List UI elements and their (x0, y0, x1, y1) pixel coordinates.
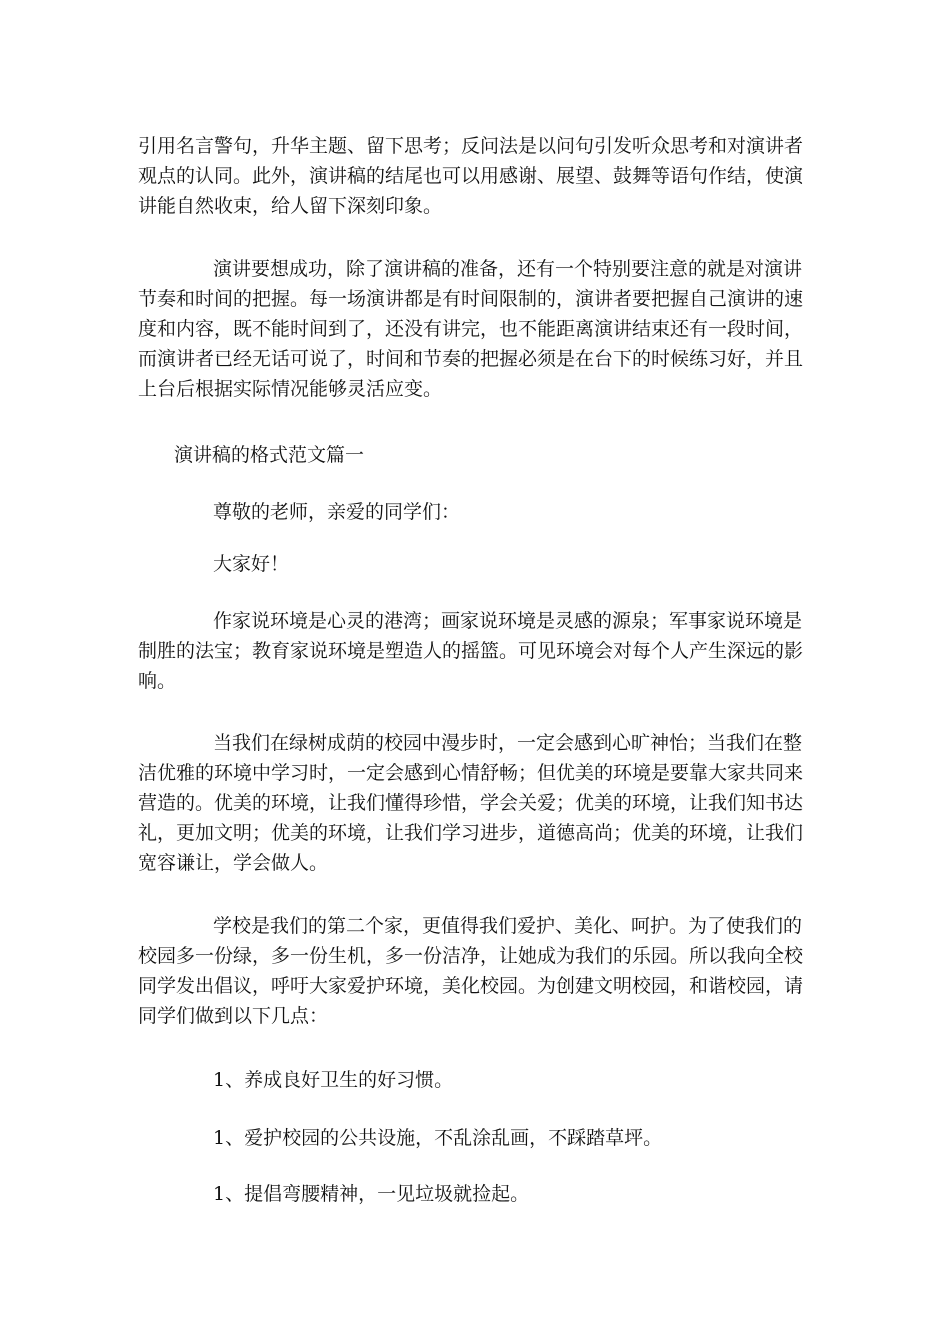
list-item-text: 1、提倡弯腰精神，一见垃圾就捡起。 (213, 1183, 530, 1205)
salutation (138, 497, 810, 527)
text-line: 礼，更加文明；优美的环境，让我们学习进步，道德高尚；优美的环境，让我们 (138, 822, 804, 844)
text-line: 讲能自然收束，给人留下深刻印象。 (138, 195, 443, 217)
list-item (138, 1179, 810, 1209)
text-line: 引用名言警句，升华主题、留下思考；反问法是以问句引发听众思考和对演讲者 (138, 135, 804, 157)
list-item-text: 1、爱护校园的公共设施，不乱涂乱画，不踩踏草坪。 (213, 1127, 663, 1149)
section-heading-text: 演讲稿的格式范文篇一 (174, 444, 365, 466)
greeting-text: 大家好！ (213, 553, 290, 575)
text-line: 上台后根据实际情况能够灵活应变。 (138, 378, 443, 400)
text-line: 洁优雅的环境中学习时，一定会感到心情舒畅；但优美的环境是要靠大家共同来 (138, 762, 804, 784)
list-item (138, 1123, 810, 1153)
text-line: 度和内容，既不能时间到了，还没有讲完，也不能距离演讲结束还有一段时间， (138, 318, 804, 340)
text-line: 校园多一份绿，多一份生机，多一份洁净，让她成为我们的乐园。所以我向全校 (138, 945, 804, 967)
paragraph-beautiful-campus (138, 728, 810, 878)
paragraph-school-as-home (138, 911, 810, 1031)
section-heading (138, 440, 810, 470)
text-line: 观点的认同。此外，演讲稿的结尾也可以用感谢、展望、鼓舞等语句作结，使演 (138, 165, 804, 187)
text-line: 作家说环境是心灵的港湾；画家说环境是灵感的源泉；军事家说环境是 (213, 610, 803, 632)
text-line: 响。 (138, 670, 177, 692)
text-line: 同学们做到以下几点： (138, 1005, 329, 1027)
paragraph-environment-metaphors (138, 606, 810, 696)
text-line: 宽容谦让，学会做人。 (138, 852, 329, 874)
paragraph-closing-techniques (138, 131, 810, 221)
greeting (138, 549, 810, 579)
text-line: 同学发出倡议，呼吁大家爱护环境，美化校园。为创建文明校园，和谐校园，请 (138, 975, 804, 997)
text-line: 制胜的法宝；教育家说环境是塑造人的摇篮。可见环境会对每个人产生深远的影 (138, 640, 804, 662)
list-item (138, 1065, 810, 1095)
paragraph-timing (138, 254, 810, 404)
text-line: 营造的。优美的环境，让我们懂得珍惜，学会关爱；优美的环境，让我们知书达 (138, 792, 804, 814)
text-line: 演讲要想成功，除了演讲稿的准备，还有一个特别要注意的就是对演讲 (213, 258, 803, 280)
list-item-text: 1、养成良好卫生的好习惯。 (213, 1069, 454, 1091)
text-line: 学校是我们的第二个家，更值得我们爱护、美化、呵护。为了使我们的 (213, 915, 803, 937)
text-line: 节奏和时间的把握。每一场演讲都是有时间限制的，演讲者要把握自己演讲的速 (138, 288, 804, 310)
text-line: 而演讲者已经无话可说了，时间和节奏的把握必须是在台下的时候练习好，并且 (138, 348, 804, 370)
text-line: 当我们在绿树成荫的校园中漫步时，一定会感到心旷神怡；当我们在整 (213, 732, 803, 754)
salutation-text: 尊敬的老师，亲爱的同学们： (213, 501, 461, 523)
